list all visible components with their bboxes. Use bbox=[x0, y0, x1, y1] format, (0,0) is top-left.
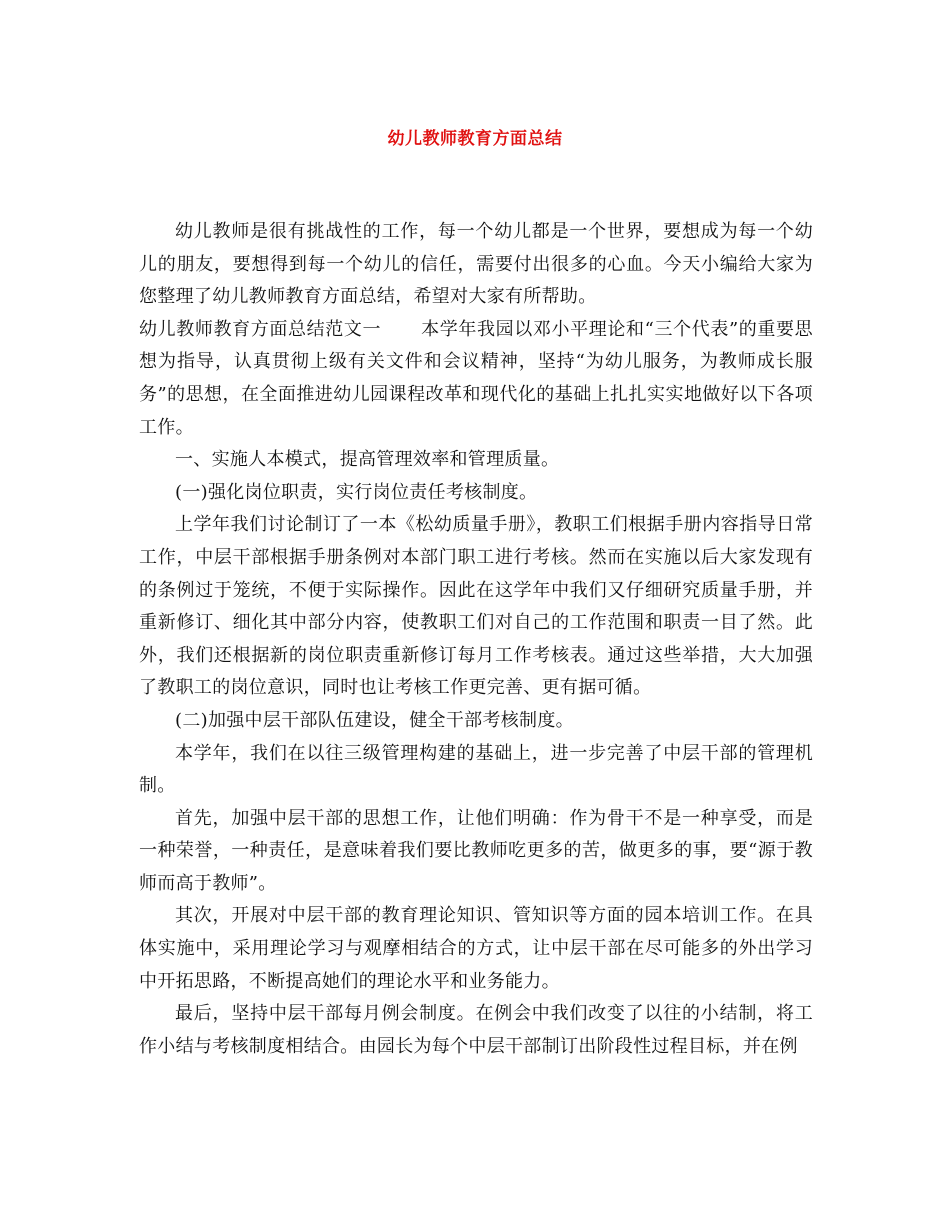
document-body bbox=[139, 216, 813, 1063]
document-title: 幼儿教师教育方面总结 bbox=[387, 129, 563, 149]
subsection2-paragraph-1: 本学年，我们在以往三级管理构建的基础上，进一步完善了中层干部的管理机制。 bbox=[139, 742, 813, 797]
sample-intro-text: 本学年我园以邓小平理论和“三个代表”的重要思想为指导，认真贯彻上级有关文件和会议精神，坚持“为幼儿服务，为教师成长服务”的思想，在全面推进幼儿园课程改革和现代化的基础上扎扎实实地做好以下各项工作。 bbox=[139, 318, 813, 438]
sample-paragraph bbox=[139, 314, 813, 444]
subsection2-heading: (二)加强中层干部队伍建设，健全干部考核制度。 bbox=[175, 709, 574, 731]
subsection1-paragraph: 上学年我们讨论制订了一本《松幼质量手册》，教职工们根据手册内容指导日常工作，中层干部根据手册条例对本部门职工进行考核。然而在实施以后大家发现有的条例过于笼统，不便于实际操作。因此在这学年中我们又仔细研究质量手册，并重新修订、细化其中部分内容，使教职工们对自己的工作范围和职责一目了然。此外，我们还根据新的岗位职责重新修订每月工作考核表。通过这些举措，大大加强了教职工的岗位意识，同时也让考核工作更完善、更有据可循。 bbox=[139, 514, 813, 699]
subsection2-paragraph-2: 首先，加强中层干部的思想工作，让他们明确：作为骨干不是一种享受，而是一种荣誉，一种责任，是意味着我们要比教师吃更多的苦，做更多的事，要“源于教师而高于教师”。 bbox=[139, 807, 813, 894]
subsection1-heading: (一)强化岗位职责，实行岗位责任考核制度。 bbox=[175, 481, 538, 503]
sample-label: 幼儿教师教育方面总结范文一 bbox=[139, 318, 382, 340]
subsection2-paragraph-4: 最后，坚持中层干部每月例会制度。在例会中我们改变了以往的小结制，将工作小结与考核制度相结合。由园长为每个中层干部制订出阶段性过程目标，并在例 bbox=[139, 1003, 813, 1057]
section1-heading: 一、实施人本模式，提高管理效率和管理质量。 bbox=[175, 449, 560, 471]
intro-paragraph: 幼儿教师是很有挑战性的工作，每一个幼儿都是一个世界，要想成为每一个幼儿的朋友，要想得到每一个幼儿的信任，需要付出很多的心血。今天小编给大家为您整理了幼儿教师教育方面总结，希望对大家有所帮助。 bbox=[139, 221, 813, 308]
subsection2-paragraph-3: 其次，开展对中层干部的教育理论知识、管知识等方面的园本培训工作。在具体实施中，采用理论学习与观摩相结合的方式，让中层干部在尽可能多的外出学习中开拓思路，不断提高她们的理论水平和业务能力。 bbox=[139, 905, 813, 992]
